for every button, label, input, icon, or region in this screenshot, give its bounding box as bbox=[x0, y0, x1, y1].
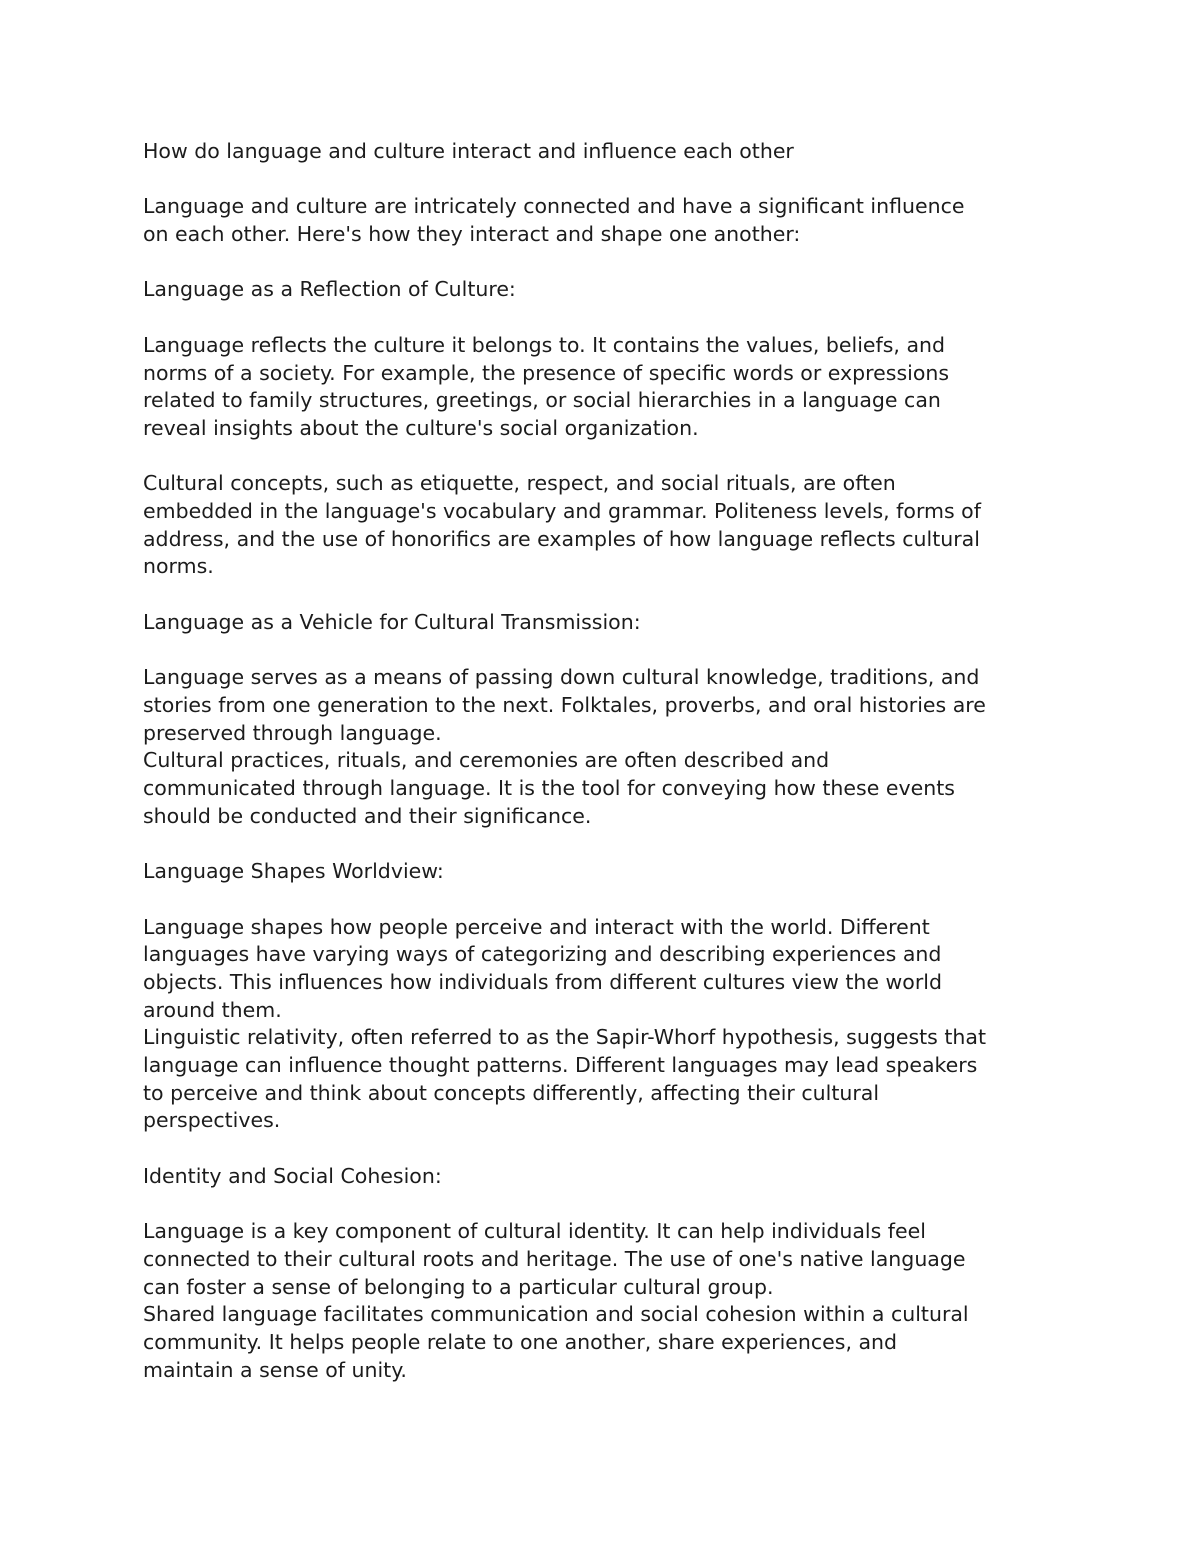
section-heading bbox=[143, 276, 1073, 304]
document-title bbox=[143, 138, 1073, 166]
heading-text: Identity and Social Cohesion: bbox=[143, 1163, 442, 1188]
text-line: Language and culture are intricately connected and have a significant influence bbox=[143, 194, 965, 219]
section-paragraph bbox=[143, 332, 1073, 443]
section-heading bbox=[143, 1163, 1073, 1191]
text-line: Language serves as a means of passing down cultural knowledge, traditions, and bbox=[143, 665, 980, 690]
text-line: Language is a key component of cultural identity. It can help individuals feel bbox=[143, 1219, 926, 1244]
text-line: connected to their cultural roots and heritage. The use of one's native language bbox=[143, 1246, 966, 1271]
text-line: related to family structures, greetings, or social hierarchies in a language can bbox=[143, 388, 941, 413]
intro-paragraph bbox=[143, 193, 1073, 248]
text-line: should be conducted and their significance. bbox=[143, 803, 592, 828]
text-line: communicated through language. It is the tool for conveying how these events bbox=[143, 776, 955, 801]
heading-text: Language as a Vehicle for Cultural Transmission: bbox=[143, 609, 641, 634]
section-paragraph bbox=[143, 914, 1073, 1136]
text-line: maintain a sense of unity. bbox=[143, 1357, 407, 1382]
text-line: embedded in the language's vocabulary and grammar. Politeness levels, forms of bbox=[143, 499, 981, 524]
text-line: community. It helps people relate to one another, share experiences, and bbox=[143, 1330, 898, 1355]
text-line: language can influence thought patterns. Different languages may lead speakers bbox=[143, 1053, 978, 1078]
text-line: Cultural practices, rituals, and ceremonies are often described and bbox=[143, 748, 830, 773]
heading-text: Language as a Reflection of Culture: bbox=[143, 277, 516, 302]
section-paragraph bbox=[143, 1218, 1073, 1384]
section-paragraph bbox=[143, 470, 1073, 581]
text-line: reveal insights about the culture's social organization. bbox=[143, 415, 699, 440]
text-line: on each other. Here's how they interact and shape one another: bbox=[143, 222, 801, 247]
text-line: norms. bbox=[143, 554, 214, 579]
text-line: Language shapes how people perceive and interact with the world. Different bbox=[143, 914, 930, 939]
text-line: Cultural concepts, such as etiquette, respect, and social rituals, are often bbox=[143, 471, 896, 496]
text-line: Shared language facilitates communication and social cohesion within a cultural bbox=[143, 1302, 969, 1327]
text-line: languages have varying ways of categorizing and describing experiences and bbox=[143, 942, 942, 967]
text-line: Language reflects the culture it belongs to. It contains the values, beliefs, and bbox=[143, 332, 946, 357]
text-line: to perceive and think about concepts differently, affecting their cultural bbox=[143, 1080, 880, 1105]
section-heading bbox=[143, 858, 1073, 886]
text-line: preserved through language. bbox=[143, 720, 442, 745]
text-line: around them. bbox=[143, 997, 282, 1022]
text-line: stories from one generation to the next. Folktales, proverbs, and oral histories are bbox=[143, 692, 986, 717]
text-line: objects. This influences how individuals from different cultures view the world bbox=[143, 969, 942, 994]
section-paragraph bbox=[143, 664, 1073, 830]
document-body bbox=[143, 138, 1073, 1412]
text-line: address, and the use of honorifics are examples of how language reflects cultural bbox=[143, 526, 980, 551]
text-line: can foster a sense of belonging to a particular cultural group. bbox=[143, 1274, 774, 1299]
title-text: How do language and culture interact and influence each other bbox=[143, 139, 794, 163]
section-heading bbox=[143, 609, 1073, 637]
text-line: Linguistic relativity, often referred to as the Sapir-Whorf hypothesis, suggests that bbox=[143, 1025, 987, 1050]
text-line: norms of a society. For example, the presence of specific words or expressions bbox=[143, 360, 950, 385]
heading-text: Language Shapes Worldview: bbox=[143, 859, 444, 884]
text-line: perspectives. bbox=[143, 1108, 281, 1133]
